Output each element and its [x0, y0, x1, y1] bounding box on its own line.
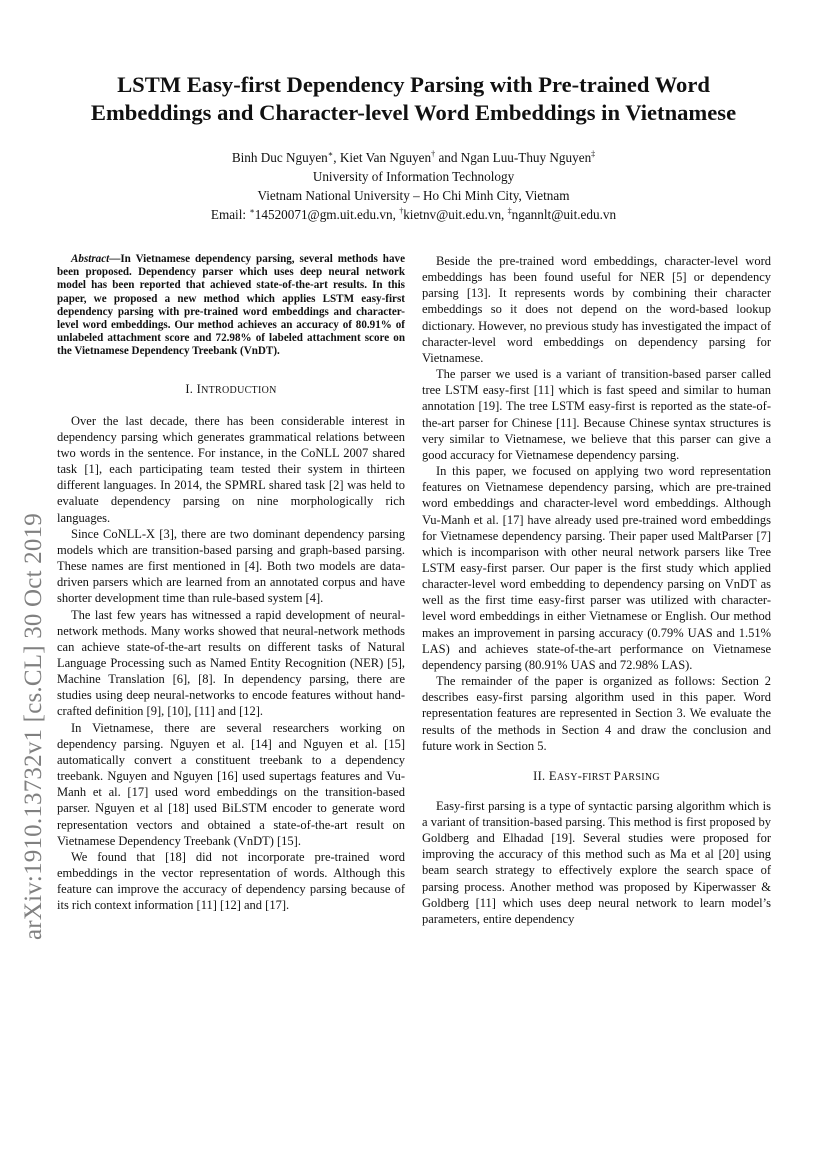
author-2: Kiet Van Nguyen [339, 150, 432, 165]
author-3: Ngan Luu-Thuy Nguyen [460, 150, 592, 165]
intro-paragraph-9: The remainder of the paper is organized as follows: Section 2 describes easy-first parsing algorithm used in this paper. Word representation features are represented in Section 3. We evaluate the results of the methods in Section 4 and draw the conclusion and future work in Section 5. [422, 674, 771, 753]
section-2-cap-2: P [613, 768, 621, 783]
intro-paragraph-3: The last few years has witnessed a rapid development of neural-network methods. Many works showed that neural-network methods can achieve state-of-the-art results on different tasks of Natural Language Processing such as Named Entity Recognition (NER) [5], Machine Translation [6], [8]. In dependency parsing, there are studies using deep neural-networks to encode features without hand-crafted definition [9], [10], [11] and [12]. [57, 607, 405, 719]
intro-paragraph-4: In Vietnamese, there are several researchers working on dependency parsing. Nguyen et al. [14] and Nguyen et al. [15] automatically convert a constituent treebank to a dependency treebank. Nguyen and Nguyen [16] used supertags features and Vu-Manh et al. [17] used word embeddings on the transition-based parser. Nguyen et al [18] used BiLSTM encoder to generate word representation vectors and obtained a state-of-the-art result on Vietnamese Dependency Treebank (VnDT) [15]. [57, 720, 405, 848]
author-2-mark: † [431, 149, 436, 159]
title-line-2: Embeddings and Character-level Word Embeddings in Vietnamese [90, 100, 737, 125]
author-sep-1: , [333, 150, 340, 165]
affiliation-1: University of Information Technology [312, 169, 515, 184]
arxiv-stamp: arXiv:1910.13732v1 [cs.CL] 30 Oct 2019 [20, 513, 47, 940]
easy-first-paragraph-1: Easy-first parsing is a type of syntactic parsing algorithm which is a variant of transition-based parsing. This method is first proposed by Goldberg and Elhadad [19]. Several studies were proposed for improving the accuracy of this method such as Ma et al [20] using beam search strategy to effectively explore the search space of parsing process. Another method was proposed by Kiperwasser & Goldberg [11] which uses deep neural network to learn model’s parameters, entire dependency [422, 798, 771, 926]
intro-paragraph-5: We found that [18] did not incorporate pre-trained word embeddings in the vector representation of words. Although this feature can improve the accuracy of dependency parsing because of its rich context information [11] [12] and [17]. [57, 849, 405, 913]
email-line [40, 205, 787, 224]
author-sep-2: and [435, 150, 461, 165]
email-1[interactable]: 14520071@gm.uit.edu.vn, [254, 207, 400, 222]
author-1-mark: ∗ [327, 149, 334, 159]
section-2-numeral: II. [533, 768, 549, 783]
author-block [40, 148, 787, 224]
left-column [57, 253, 405, 913]
intro-paragraph-2: Since CoNLL-X [3], there are two dominant dependency parsing models which are transition-based parsing and graph-based parsing. These names are first mentioned in [4]. Both two models are data-driven parsers which are learned from an annotated corpus and have shorter development time than rule-based system [4]. [57, 526, 405, 606]
abstract-text: —In Vietnamese dependency parsing, several methods have been proposed. Dependency parser which uses deep neural network model has been reported that achieved state-of-the-art results. In this paper, we proposed a new method which applies LSTM easy-first dependency parsing with pre-trained word embeddings and character-level word embeddings. Our method achieves an accuracy of 80.91% of unlabeled attachment score and 72.98% of labeled attachment score on the Vietnamese Dependency Treebank (VnDT). [57, 253, 405, 358]
section-2-rest-2: FIRST [582, 771, 614, 783]
title-line-1: LSTM Easy-first Dependency Parsing with Pre-trained Word [117, 72, 710, 97]
section-2-dash: - [577, 768, 583, 783]
paper-title [40, 71, 787, 127]
intro-paragraph-6: Beside the pre-trained word embeddings, character-level word embeddings has been found useful for NER [5] or dependency parsing [13]. It represents words by combining their character embeddings so it does not depend on the word-based lookup dictionary. However, no previous study has investigated the impact of character-level word embeddings on dependency parsing for Vietnamese. [422, 254, 771, 365]
author-1: Binh Duc Nguyen [231, 150, 328, 165]
affiliation-2: Vietnam National University – Ho Chi Minh City, Vietnam [257, 188, 570, 203]
section-1-numeral: I. [185, 381, 197, 396]
right-column [422, 253, 771, 927]
email-label: Email: [210, 207, 250, 222]
section-1-rest: NTRODUCTION [201, 384, 277, 396]
email-3-mark: ‡ [507, 206, 512, 216]
section-2-rest-3: ARSING [620, 771, 660, 783]
section-1-cap: I [196, 381, 202, 396]
author-names [40, 148, 787, 167]
section-2-heading [422, 768, 771, 786]
email-2[interactable]: kietnv@uit.edu.vn, [403, 207, 508, 222]
section-2-rest-1: ASY [556, 771, 578, 783]
email-3[interactable]: ngannlt@uit.edu.vn [511, 207, 617, 222]
section-2-cap-1: E [548, 768, 557, 783]
section-1-heading [57, 381, 405, 399]
intro-paragraph-7: The parser we used is a variant of transition-based parser called tree LSTM easy-first [11] which is fast speed and similar to human annotation [19]. The tree LSTM easy-first is reported as the state-of-the-art parser for Chinese [11]. Because Chinese syntax structures is very similar to Vietnamese, we believe that this parser can give a good accuracy for Vietnamese dependency parsing. [422, 367, 771, 462]
email-2-mark: † [399, 206, 404, 216]
abstract-label: Abstract [71, 253, 110, 265]
intro-paragraph-8: In this paper, we focused on applying two word representation features on Vietnamese dependency parsing, which are pre-trained word embeddings and character-level word embeddings. Although Vu-Manh et al. [17] have already used pre-trained word embeddings for Vietnamese dependency parsing. Their paper used MaltParser [7] which is incomparison with other neural network parsers like Tree LSTM easy-first parser. Our paper is the first study which applied character-level word embedding to dependency parsing on VnDT as well as the first time easy-first parser was utilized with character-level word embeddings in either Vietnamese or English. Our method makes an improvement in parsing accuracy (0.79% UAS and 1.51% LAS) and achieves state-of-the-art performance on Vietnamese dependency parsing (80.91% UAS and 72.98% LAS). [422, 464, 771, 672]
intro-paragraph-1: Over the last decade, there has been considerable interest in dependency parsing which generates grammatical relations between two words in the sentence. For instance, in the CoNLL 2007 shared task [1], each participating team tested their system in thirteen different languages. In 2014, the SPMRL shared task [2] was held to evaluate dependency parsing on nine morphologically rich languages. [57, 413, 405, 525]
abstract [57, 253, 405, 359]
author-3-mark: ‡ [591, 149, 596, 159]
email-1-mark: ∗ [249, 206, 255, 216]
